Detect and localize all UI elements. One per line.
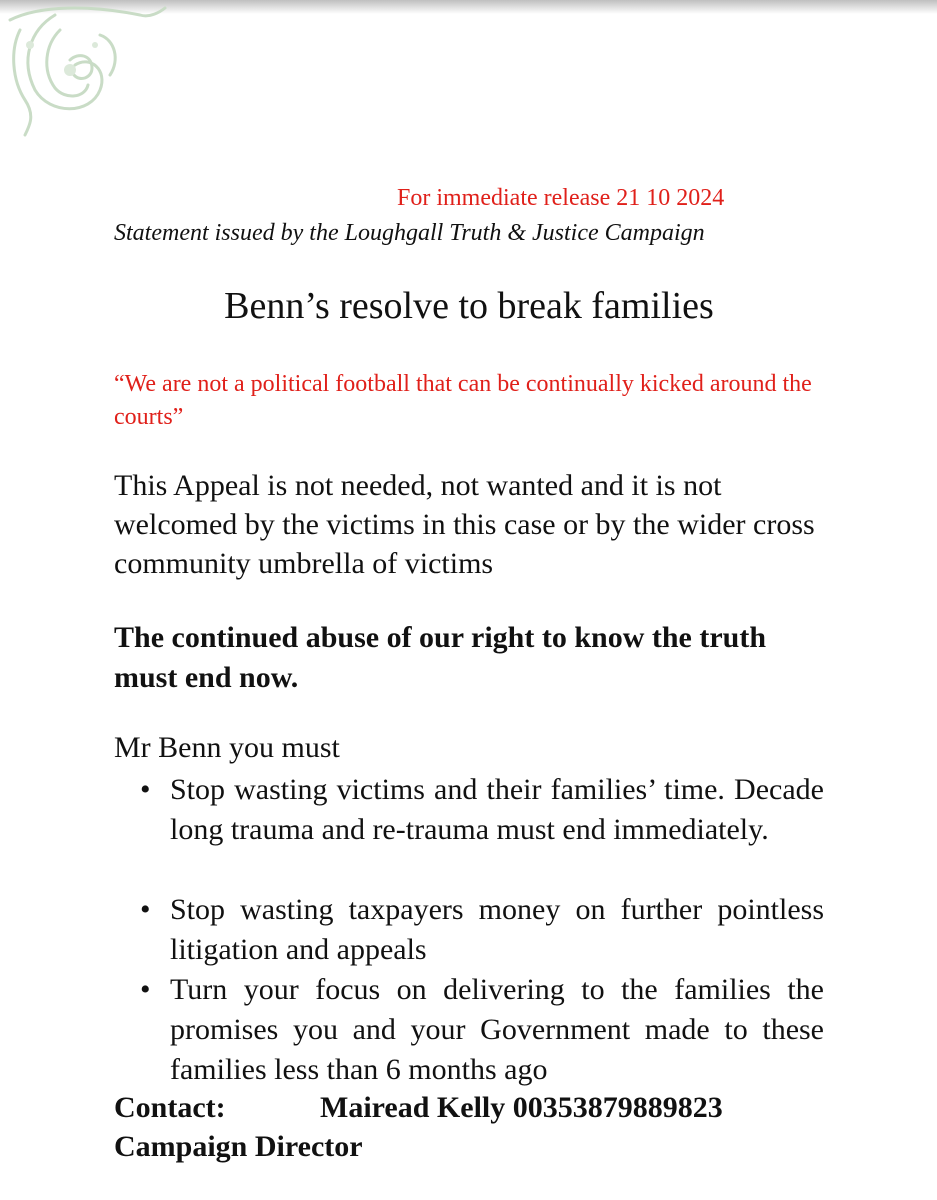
bullet-icon: •	[140, 973, 151, 1006]
truth-paragraph: The continued abuse of our right to know the truth must end now.	[114, 621, 767, 694]
bullet-icon: •	[140, 893, 151, 926]
contact-name-phone: Mairead Kelly 00353879889823	[320, 1091, 723, 1124]
headline: Benn’s resolve to break families	[224, 285, 714, 327]
contact-role: Campaign Director	[114, 1130, 363, 1163]
demand-item-1: Stop wasting victims and their families’ time. Decade long trauma and re-trauma must end immediately.	[170, 773, 824, 846]
celtic-letter-logo-icon	[0, 0, 175, 140]
release-date-line: For immediate release 21 10 2024	[397, 185, 725, 211]
contact-label: Contact:	[114, 1091, 226, 1124]
demands-intro: Mr Benn you must	[114, 731, 340, 764]
statement-line: Statement issued by the Loughgall Truth & Justice Campaign	[114, 220, 705, 246]
quote: “We are not a political football that can be continually kicked around the courts”	[114, 371, 812, 430]
demand-item-3: Turn your focus on delivering to the families the promises you and your Government made to these families less than 6 months ago	[170, 973, 824, 1086]
demand-item-2: Stop wasting taxpayers money on further pointless litigation and appeals	[170, 893, 824, 966]
appeal-paragraph: This Appeal is not needed, not wanted and it is not welcomed by the victims in this case or by the wider cross community umbrella of victims	[114, 469, 815, 580]
contact-line	[114, 1088, 874, 1127]
bullet-icon: •	[140, 773, 151, 806]
contact-block	[114, 1088, 874, 1166]
